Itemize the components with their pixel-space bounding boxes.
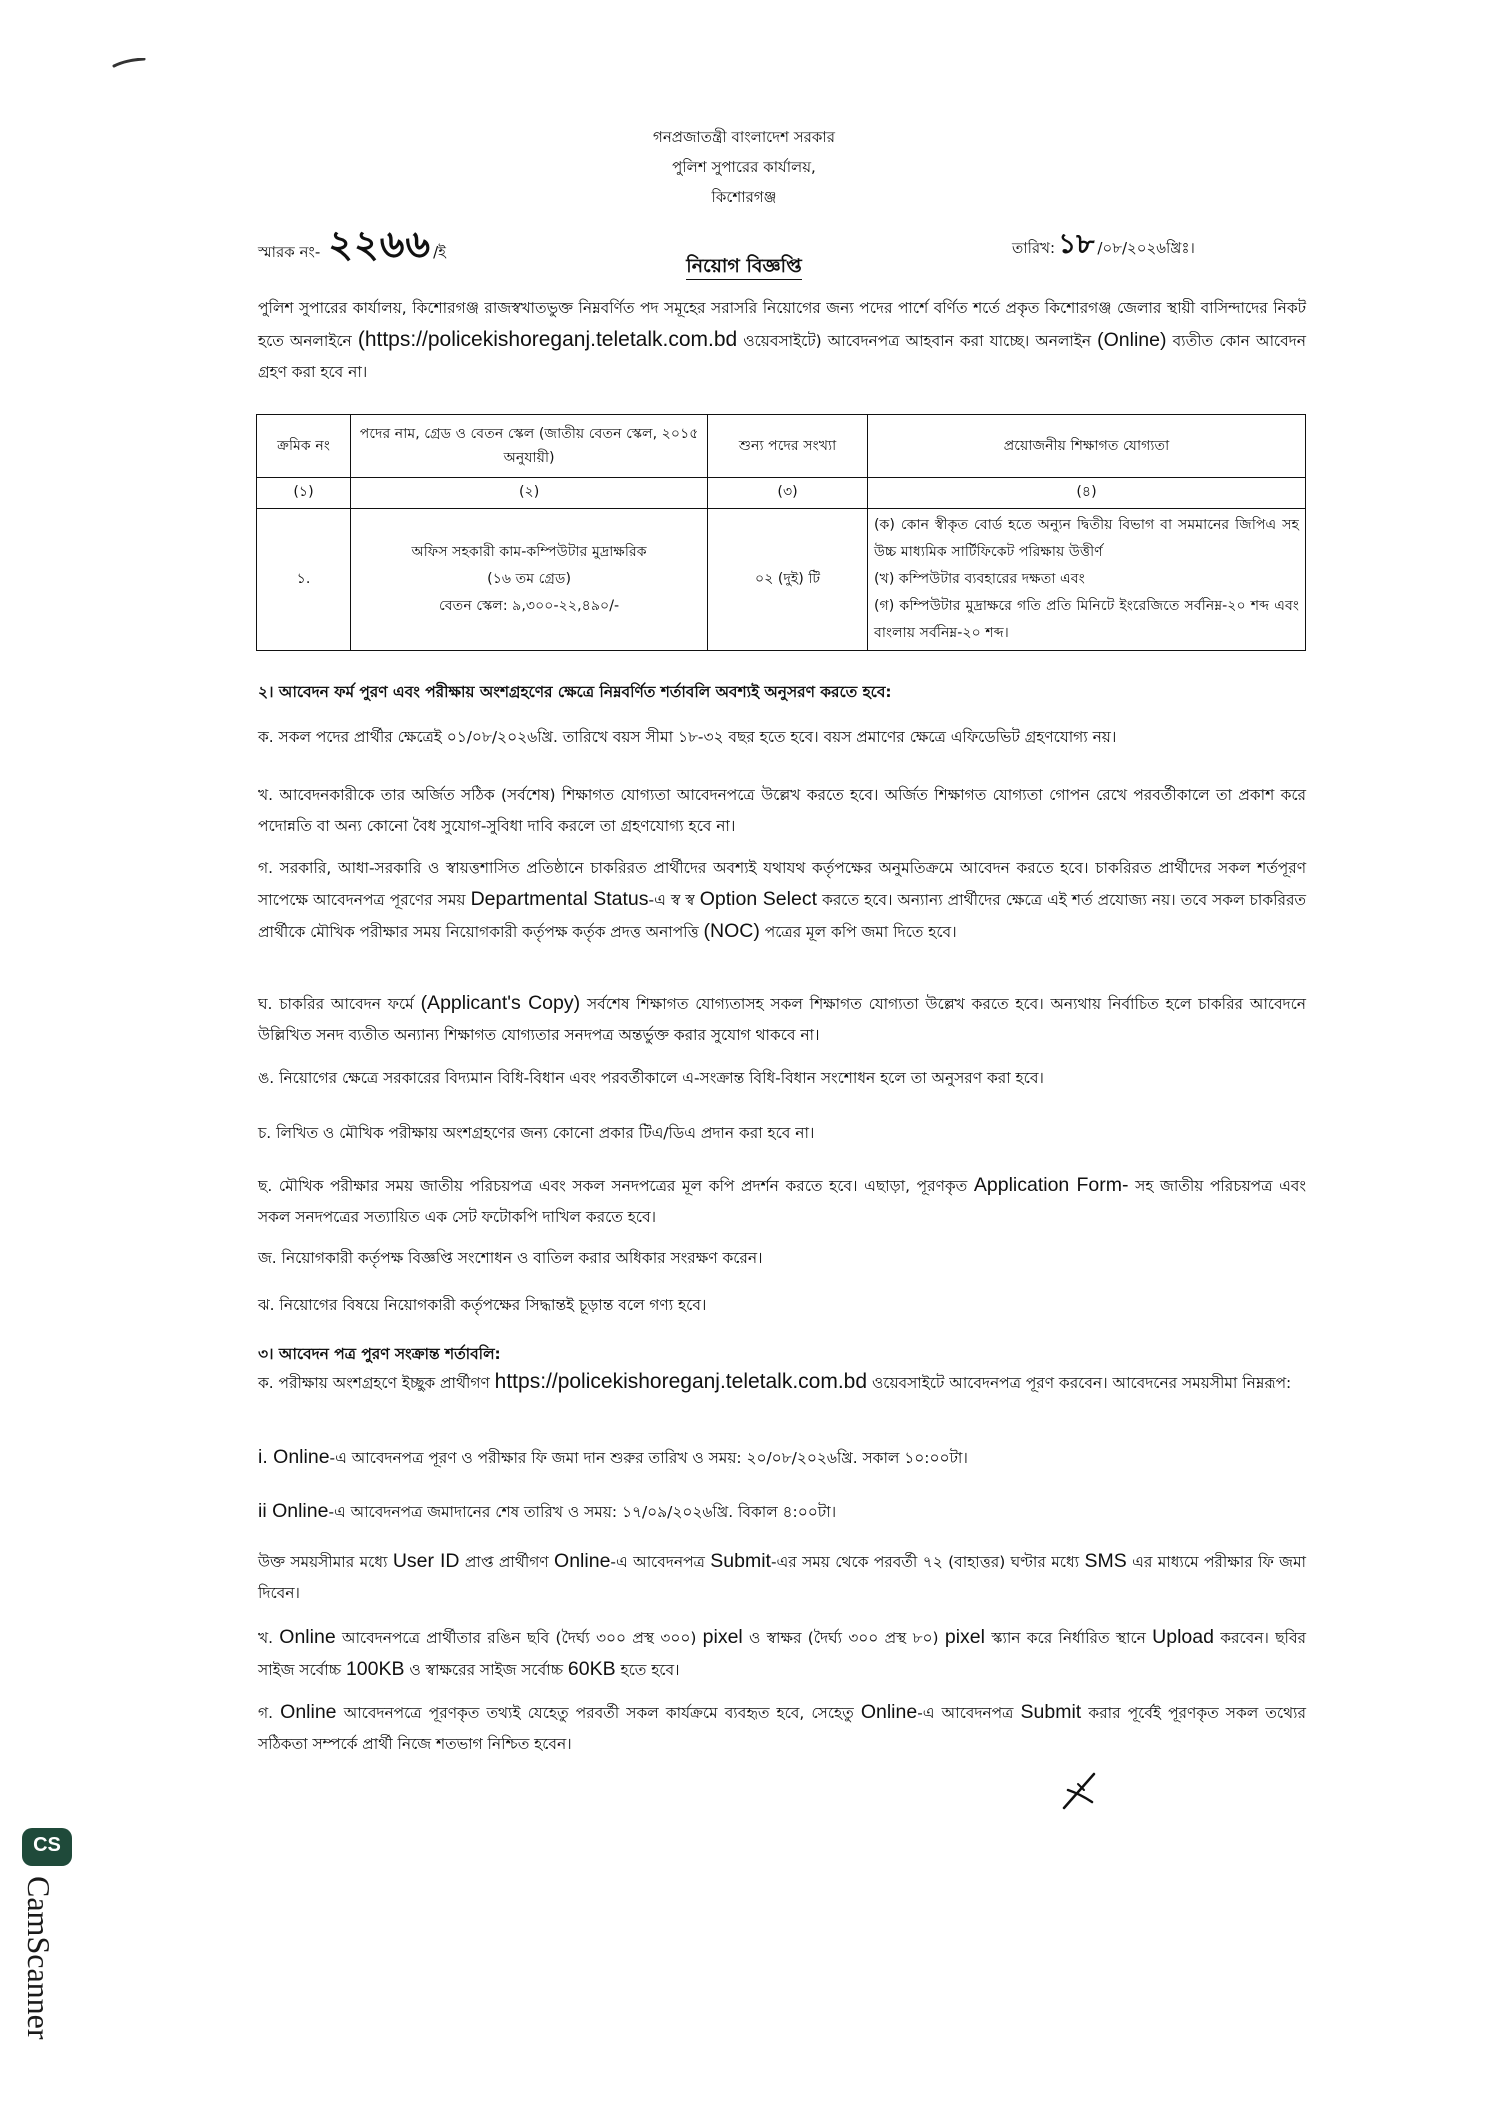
qualification-a: (ক) কোন স্বীকৃত বোর্ড হতে অন্যুন দ্বিতীয় বিভাগ বা সমমানের জিপিএ সহ উচ্চ মাধ্যমিক সার্টিফিকেট পরিক্ষায় উত্তীর্ণ [873,517,1299,560]
ga-option-select: Option Select [699,888,817,910]
application-start-time [258,1442,1306,1474]
app-ga-online-2: Online [860,1701,918,1723]
ga-noc: (NOC) [703,920,760,942]
qualification-c: (গ) কম্পিউটার মুদ্রাক্ষরে গতি প্রতি মিনিটে ইংরেজিতে সর্বনিম্ন-২০ শব্দ এবং বাংলায় সর্বনিম্ন-২০ শব্দ। [873,598,1299,641]
col-number: (২) [351,478,708,509]
app-kha-pixel-1: pixel [702,1626,743,1648]
initial-signature [1058,1770,1100,1812]
condition-ja: জ. নিয়োগকারী কর্তৃপক্ষ বিজ্ঞপ্তি সংশোধন ও বাতিল করার অধিকার সংরক্ষণ করেন। [258,1249,763,1267]
application-ka [258,1366,1306,1399]
app-ga-text-3: -এ আবেদনপত্র [917,1704,1014,1722]
app-kha-text-3: ও স্বাক্ষর (দৈর্ঘ্য ৩০০ প্রস্থ ৮০) [749,1629,939,1647]
camscanner-watermark: CamScanner [21,1876,57,2040]
condition-kha: খ. আবেদনকারীকে তার অর্জিত সঠিক (সর্বশেষ) শিক্ষাগত যোগ্যতা আবেদনপত্রে উল্লেখ করতে হবে। অর্জিত শিক্ষাগত যোগ্যতা গোপন রেখে পরবর্তীকালে তা প্রকাশ করে পদোন্নতি বা অন্য কোনো বৈধ সুযোগ-সুবিধা দাবি করলে তা গ্রহণযোগ্য হবে না। [258,786,1306,835]
app-kha-text-5: করবেন। ছবির সাইজ সর্বোচ্চ [258,1629,1306,1679]
gha-applicants-copy: (Applicant's Copy) [420,992,581,1014]
app-ga-submit: Submit [1020,1701,1082,1723]
cha-text-2: সহ জাতীয় পরিচয়পত্র এবং সকল সনদপত্রের সত্যায়িত এক সেট ফটোকপি দাখিল করতে হবে। [258,1177,1306,1226]
fee-text-2: প্রাপ্ত প্রার্থীগণ [464,1553,549,1571]
intro-text-3: ব্যতীত কোন আবেদন গ্রহণ করা হবে না। [258,332,1306,381]
condition-gha [258,988,1306,1051]
table-number-row [257,478,1306,509]
condition-jha: ঝ. নিয়োগের বিষয়ে নিয়োগকারী কর্তৃপক্ষের সিদ্ধান্তই চূড়ান্ত বলে গণ্য হবে। [258,1296,707,1314]
app-kha-online: Online [279,1626,336,1648]
app-kha-text-7: হতে হবে। [620,1661,680,1679]
header-post: পদের নাম, গ্রেড ও বেতন স্কেল (জাতীয় বেতন স্কেল, ২০১৫ অনুযায়ী) [351,415,708,478]
header-qualification: প্রয়োজনীয় শিক্ষাগত যোগ্যতা [867,415,1305,478]
camscanner-badge-text: CS [33,1834,61,1856]
start-online: i. Online [258,1446,330,1468]
ga-text-4: পত্রের মূল কপি জমা দিতে হবে। [764,923,957,941]
cha-application-form: Application Form- [973,1174,1129,1196]
app-kha-text-1: খ. [258,1629,273,1647]
gha-text-1: ঘ. চাকরির আবেদন ফর্মে [258,995,414,1013]
col-number: (১) [257,478,351,509]
ga-text-3: করতে হবে। অন্যান্য প্রার্থীদের ক্ষেত্রে এই শর্ত প্রযোজ্য নয়। তবে সকল চাকরিরত প্রার্থীকে মৌখিক পরীক্ষার সময় নিয়োগকারী কর্তৃপক্ষ কর্তৃক প্রদত্ত অনাপত্তি [258,891,1306,941]
app-kha-upload: Upload [1152,1626,1214,1648]
intro-paragraph [258,293,1306,388]
qualification-b: (খ) কম্পিউটার ব্যবহারের দক্ষতা এবং [873,571,1085,587]
app-kha-pixel-2: pixel [944,1626,985,1648]
post-name: অফিস সহকারী কাম-কম্পিউটার মুদ্রাক্ষরিক [411,544,647,560]
end-online: ii Online [258,1500,329,1522]
app-ka-text-2: ওয়েবসাইটে আবেদনপত্র পূরণ করবেন। আবেদনের সময়সীমা নিম্নরূপ: [871,1374,1292,1392]
intro-text-2: ওয়েবসাইটে) আবেদনপত্র আহবান করা যাচ্ছে। অনলাইন [743,332,1092,350]
app-ka-text-1: ক. পরীক্ষায় অংশগ্রহণে ইচ্ছুক প্রার্থীগণ [258,1374,490,1392]
condition-cha [258,1170,1306,1233]
app-kha-text-4: স্ক্যান করে নির্ধারিত স্থানে [991,1629,1146,1647]
header-vacancy: শুন্য পদের সংখ্যা [708,415,868,478]
app-ka-url: https://policekishoreganj.teletalk.com.bd [494,1370,868,1393]
app-ga-online-1: Online [280,1701,337,1723]
end-text: -এ আবেদনপত্র জমাদানের শেষ তারিখ ও সময়: ১৭/০৯/২০২৬খ্রি. বিকাল ৪:০০টা। [328,1503,837,1521]
col-number: (৪) [867,478,1305,509]
fee-submit: Submit [710,1550,771,1572]
fee-sms: SMS [1084,1550,1127,1572]
condition-ca: চ. লিখিত ও মৌখিক পরীক্ষায় অংশগ্রহণের জন্য কোনো প্রকার টিএ/ডিএ প্রদান করা হবে না। [258,1124,815,1142]
camscanner-logo-icon [22,1828,72,1866]
app-ga-text-4: করার পূর্বেই পূরণকৃত সকল তথ্যের সঠিকতা সম্পর্কে প্রার্থী নিজে শতভাগ নিশ্চিত হবেন। [258,1704,1306,1753]
app-kha-sign-size: 60KB [567,1658,616,1680]
fee-text-4: -এর সময় থেকে পরবর্তী ৭২ (বাহাত্তর) ঘণ্টার মধ্যে [770,1553,1080,1571]
fee-online: Online [554,1550,611,1572]
date-label: তারিখ: [1012,239,1056,257]
ga-text-2: -এ স্ব স্ব [648,891,695,909]
intro-text-1: পুলিশ সুপারের কার্যালয়, কিশোরগঞ্জ রাজস্বখাতভুক্ত নিম্নবর্ণিত পদ সমূহের সরাসরি নিয়োগের জন্য পদের পার্শে বর্ণিত শর্তে প্রকৃত কিশোরগঞ্জ জেলার স্থায়ী বাসিন্দাদের নিকট হতে অনলাইনে [258,299,1306,350]
application-ga [258,1697,1306,1760]
government-name: গনপ্রজাতন্ত্রী বাংলাদেশ সরকার [653,128,835,146]
app-kha-text-2: আবেদনপত্রে প্রার্থীতার রঙিন ছবি (দৈর্ঘ্য ৩০০ প্রস্থ ৩০০) [341,1629,697,1647]
app-kha-photo-size: 100KB [345,1658,405,1680]
fee-payment-note [258,1546,1306,1609]
row-serial: ১. [257,509,351,651]
header-serial: ক্রমিক নং [257,415,351,478]
posts-table [256,414,1306,651]
notice-title [0,252,1488,284]
fee-text-5: এর মাধ্যমে পরীক্ষার ফি জমা দিবেন। [258,1553,1306,1602]
notice-title-text: নিয়োগ বিজ্ঞপ্তি [686,255,801,280]
condition-uma: ঙ. নিয়োগের ক্ষেত্রে সরকারের বিদ্যমান বিধি-বিধান এবং পরবর্তীকালে এ-সংক্রান্ত বিধি-বিধান সংশোধন হলে তা অনুসরণ করা হবে। [258,1069,1044,1087]
application-end-time [258,1496,1306,1528]
fee-text-3: -এ আবেদনপত্র [610,1553,705,1571]
date-rest: /০৮/২০২৬খ্রিঃ। [1097,239,1195,257]
office-name: পুলিশ সুপারের কার্যালয়, [672,158,816,176]
start-text: -এ আবেদনপত্র পূরণ ও পরীক্ষার ফি জমা দান শুরুর তারিখ ও সময়: ২০/০৮/২০২৬খ্রি. সকাল ১০:০০টা। [329,1449,968,1467]
col-number: (৩) [708,478,868,509]
intro-url: (https://policekishoreganj.teletalk.com.bd [357,328,738,351]
memo-handwritten-number: ২২৬৬ [328,222,432,266]
row-vacancy: ০২ (দুই) টি [708,509,868,651]
application-kha [258,1622,1306,1686]
row-qualification-cell [867,509,1305,651]
intro-online: (Online) [1097,329,1167,351]
ga-departmental-status: Departmental Status [470,888,649,910]
fee-user-id: User ID [392,1550,460,1572]
cha-text-1: ছ. মৌখিক পরীক্ষার সময় জাতীয় পরিচয়পত্র এবং সকল সনদপত্রের মূল কপি প্রদর্শন করতে হবে। এছাড়া, পূরণকৃত [258,1177,968,1195]
row-post-cell [351,509,708,651]
section-2-title: ২। আবেদন ফর্ম পুরণ এবং পরীক্ষায় অংশগ্রহণের ক্ষেত্রে নিম্নবর্ণিত শর্তাবলি অবশ্যই অনুসরণ করতে হবে: [258,683,892,701]
memo-label: স্মারক নং- [258,243,321,261]
table-row [257,509,1306,651]
app-kha-text-6: ও স্বাক্ষরের সাইজ সর্বোচ্চ [409,1661,563,1679]
section-3-title: ৩। আবেদন পত্র পুরণ সংক্রান্ত শর্তাবলি: [258,1345,501,1363]
memo-suffix: /ই [433,243,446,261]
pen-mark-icon [112,58,146,68]
date-handwritten-day: ১৮ [1058,227,1095,260]
condition-ka: ক. সকল পদের প্রার্থীর ক্ষেত্রেই ০১/০৮/২০২৬খ্রি. তারিখে বয়স সীমা ১৮-৩২ বছর হতে হবে। বয়স প্রমাণের ক্ষেত্রে এফিডেভিট গ্রহণযোগ্য নয়। [258,728,1117,746]
post-grade: (১৬ তম গ্রেড) [487,571,572,587]
app-ga-text-2: আবেদনপত্রে পূরণকৃত তথ্যই যেহেতু পরবর্তী সকল কার্যক্রমে ব্যবহৃত হবে, সেহেতু [343,1704,854,1722]
post-pay-scale: বেতন স্কেল: ৯,৩০০-২২,৪৯০/- [439,598,620,614]
table-header-row [257,415,1306,478]
condition-ga [258,853,1306,948]
office-location: কিশোরগঞ্জ [711,188,777,206]
gha-text-2: সর্বশেষ শিক্ষাগত যোগ্যতাসহ সকল শিক্ষাগত যোগ্যতা উল্লেখ করতে হবে। অন্যথায় নির্বাচিত হলে চাকরির আবেদনে উল্লিখিত সনদ ব্যতীত অন্যান্য শিক্ষাগত যোগ্যতার সনদপত্র অন্তর্ভুক্ত করার সুযোগ থাকবে না। [258,995,1306,1044]
fee-text-1: উক্ত সময়সীমার মধ্যে [258,1553,388,1571]
ga-text-1: গ. সরকারি, আধা-সরকারি ও স্বায়ত্তশাসিত প্রতিষ্ঠানে চাকরিরত প্রার্থীদের অবশ্যই যথাযথ কর্তৃপক্ষের অনুমতিক্রমে আবেদন করতে হবে। চাকরিরত প্রার্থীদের সকল শর্তপূরণ সাপেক্ষে আবেদনপত্র পূরণের সময় [258,859,1306,909]
app-ga-text-1: গ. [258,1704,273,1722]
